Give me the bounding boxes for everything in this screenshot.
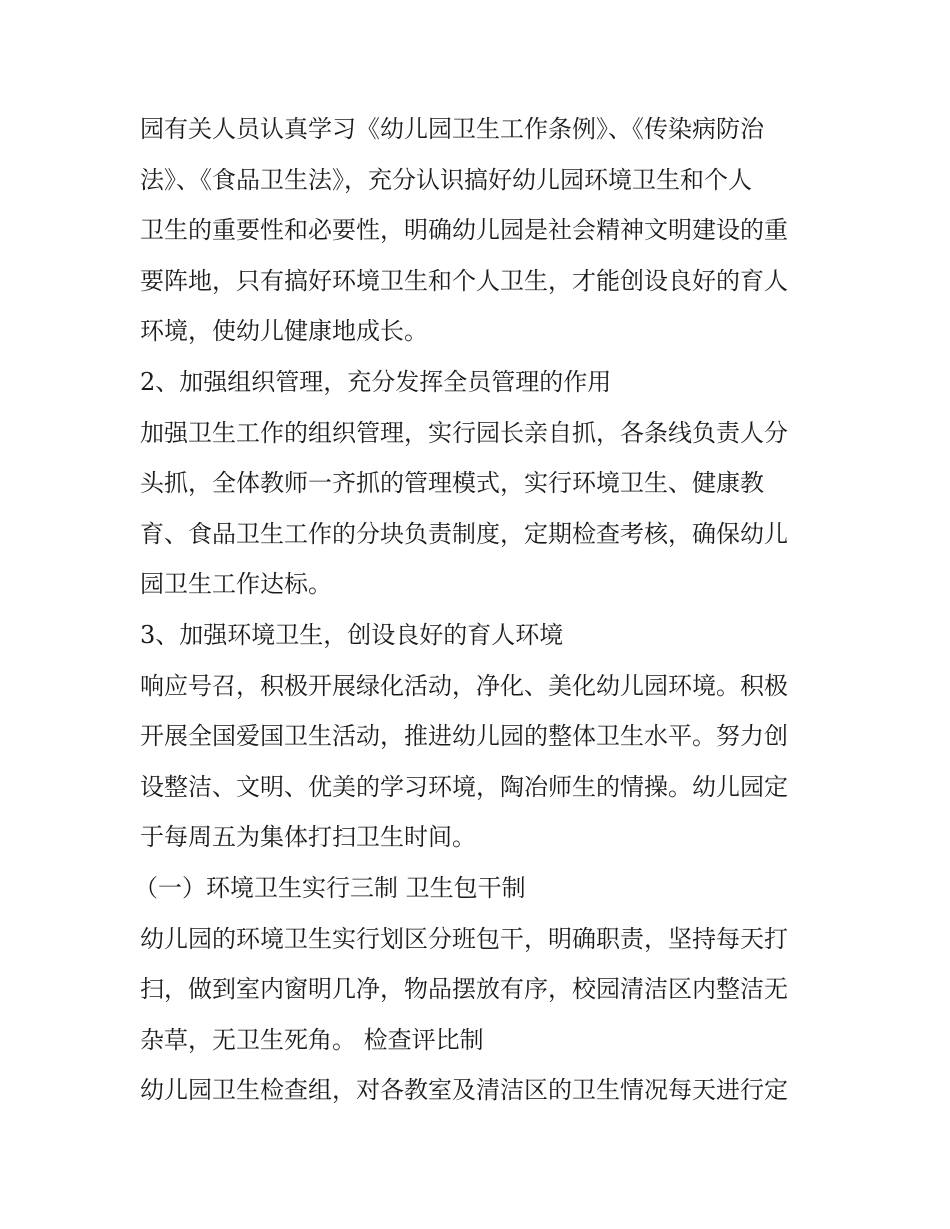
paragraph-line: 园卫生工作达标。 — [140, 570, 332, 599]
paragraph-line: 幼儿园的环境卫生实行划区分班包干，明确职责，坚持每天打 — [140, 924, 788, 953]
subsection-heading: （一）环境卫生实行三制 卫生包干制 — [134, 873, 526, 902]
document-body — [134, 104, 820, 1116]
paragraph-line: 扫，做到室内窗明几净，物品摆放有序，校园清洁区内整洁无 — [140, 975, 788, 1004]
section-heading: 2、加强组织管理，充分发挥全员管理的作用 — [140, 367, 612, 396]
paragraph-line: 要阵地，只有搞好环境卫生和个人卫生，才能创设良好的育人 — [140, 266, 788, 295]
paragraph-line: 园有关人员认真学习《幼儿园卫生工作条例》、《传染病防治 — [140, 115, 764, 143]
paragraph-line: 设整洁、文明、优美的学习环境，陶冶师生的情操。幼儿园定 — [140, 772, 788, 801]
paragraph-line: 响应号召，积极开展绿化活动，净化、美化幼儿园环境。积极 — [140, 671, 788, 700]
paragraph-line: 法》、《食品卫生法》，充分认识搞好幼儿园环境卫生和个人 — [140, 165, 752, 194]
paragraph-line: 开展全国爱国卫生活动，推进幼儿园的整体卫生水平。努力创 — [140, 722, 788, 751]
paragraph-line: 头抓，全体教师一齐抓的管理模式，实行环境卫生、健康教 — [140, 469, 764, 498]
paragraph-line: 于每周五为集体打扫卫生时间。 — [140, 823, 476, 852]
paragraph-line: 卫生的重要性和必要性，明确幼儿园是社会精神文明建设的重 — [140, 216, 788, 245]
paragraph-line: 环境，使幼儿健康地成长。 — [140, 317, 428, 346]
paragraph-line: 加强卫生工作的组织管理，实行园长亲自抓，各条线负责人分 — [140, 418, 788, 447]
section-heading: 3、加强环境卫生，创设良好的育人环境 — [140, 620, 564, 649]
paragraph-line: 杂草，无卫生死角。 检查评比制 — [140, 1025, 484, 1054]
paragraph-line: 育、食品卫生工作的分块负责制度，定期检查考核，确保幼儿 — [140, 519, 788, 548]
paragraph-line: 幼儿园卫生检查组，对各教室及清洁区的卫生情况每天进行定 — [140, 1076, 788, 1105]
